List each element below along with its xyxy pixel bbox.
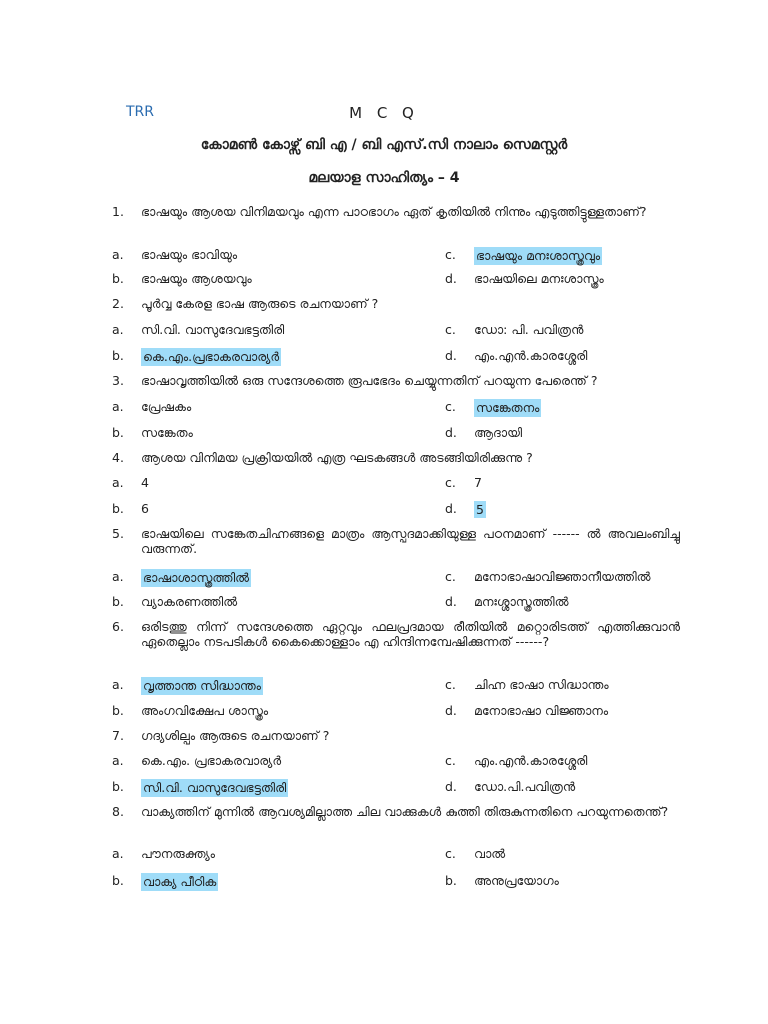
question-text: പൂർവ്വ കേരള ഭാഷ ആരുടെ രചനയാണ് ? xyxy=(141,296,379,311)
question-text: ആശയ വിനിമയ പ്രക്രിയയിൽ എത്ര ഘടകങ്ങൾ അടങ്ങിയിരിക്കുന്നു ? xyxy=(141,450,533,465)
option-text: കെ.എം. പ്രഭാകരവാര്യർ xyxy=(141,753,282,768)
option-text: ചിഹ്ന ഭാഷാ സിദ്ധാന്തം xyxy=(474,677,609,692)
page-heading: M C Q xyxy=(349,104,419,122)
option-letter: c. xyxy=(445,569,456,584)
option-text: ഡോ.പി.പവിത്രൻ xyxy=(474,779,576,794)
option-text: 4 xyxy=(141,475,149,490)
option-letter: c. xyxy=(445,247,456,262)
option-text: പ്രേഷകം xyxy=(141,399,192,414)
option-letter: b. xyxy=(112,271,124,286)
page-title: കോമൺ കോഴ്സ് ബി എ / ബി എസ്.സി നാലാം സെമസ്റ്റർ xyxy=(200,137,568,153)
option-text-highlighted: വൃത്താന്ത സിദ്ധാന്തം xyxy=(143,678,261,693)
question-number: 5. xyxy=(112,526,124,541)
option-text: ഭാഷയും ഭാവിയും xyxy=(141,247,238,262)
question-7 xyxy=(112,728,680,743)
option-letter: a. xyxy=(112,322,124,337)
option-letter: b. xyxy=(112,873,124,888)
option-text: മനോഭാഷാവിജ്ഞാനീയത്തിൽ xyxy=(474,569,651,584)
page-subtitle: മലയാള സാഹിത്യം – 4 xyxy=(308,170,460,186)
question-text: ഭാഷാവൃത്തിയിൽ ഒരു സന്ദേശത്തെ രൂപഭേദം ചെയ്യുന്നതിന് പറയുന്ന പേരെന്ത് ? xyxy=(141,373,598,388)
option-text: സി.വി. വാസുദേവഭട്ടതിരി xyxy=(141,322,285,337)
question-text: ഗദ്യശില്പം ആരുടെ രചനയാണ് ? xyxy=(141,728,330,743)
option-text: 7 xyxy=(474,475,482,490)
option-letter: d. xyxy=(445,271,457,286)
option-text-highlighted: കെ.എം.പ്രഭാകരവാര്യർ xyxy=(143,349,280,364)
option-text: പൗനരുക്ത്യം xyxy=(141,846,215,861)
question-text: വാക്യത്തിന് മുന്നിൽ ആവശ്യമില്ലാത്ത ചില വാക്കുകൾ കുത്തി തിരുകുന്നതിനെ പറയുന്നതെന്ത്? xyxy=(141,804,669,819)
option-letter: b. xyxy=(112,501,124,516)
question-2 xyxy=(112,296,680,311)
question-4 xyxy=(112,450,680,465)
option-text-highlighted: ഭാഷയും മനഃശാസ്ത്രവും xyxy=(476,248,601,263)
question-number: 3. xyxy=(112,373,124,388)
option-letter: d. xyxy=(445,703,457,718)
option-text: ഡോ: പി. പവിത്രൻ xyxy=(474,322,584,337)
option-text: ഭാഷയിലെ മനഃശാസ്ത്രം xyxy=(474,271,604,286)
option-letter: c. xyxy=(445,322,456,337)
option-text-highlighted: സങ്കേതനം xyxy=(476,400,540,415)
option-text: എം.എൻ.കാരശ്ശേരി xyxy=(474,753,588,768)
header-tag: TRR xyxy=(126,104,155,120)
option-text: അംഗവിക്ഷേപ ശാസ്ത്രം xyxy=(141,703,269,718)
option-text: 6 xyxy=(141,501,149,516)
option-letter: b. xyxy=(112,779,124,794)
question-number: 6. xyxy=(112,619,124,634)
option-letter: d. xyxy=(445,501,457,516)
option-text-highlighted: സി.വി. വാസുദേവഭട്ടതിരി xyxy=(143,780,287,795)
option-letter: c. xyxy=(445,846,456,861)
option-letter: d. xyxy=(445,779,457,794)
option-letter: c. xyxy=(445,677,456,692)
option-text: ആദായി xyxy=(474,425,523,440)
option-letter: a. xyxy=(112,846,124,861)
question-1 xyxy=(112,204,680,219)
question-text: ഭാഷയും ആശയ വിനിമയവും എന്ന പാഠഭാഗം ഏത് കൃതിയിൽ നിന്നും എടുത്തിട്ടുള്ളതാണ്? xyxy=(141,204,647,219)
option-letter: a. xyxy=(112,677,124,692)
option-letter: b. xyxy=(112,425,124,440)
question-text: ഭാഷയിലെ സങ്കേതചിഹ്നങ്ങളെ മാത്രം ആസ്പദമാക്കിയുള്ള പഠനമാണ് ------ ൽ അവലംബിച്ചു വരുന്നത്. xyxy=(141,526,680,556)
option-letter: b. xyxy=(112,594,124,609)
option-letter: a. xyxy=(112,569,124,584)
option-text: എം.എൻ.കാരശ്ശേരി xyxy=(474,348,588,363)
option-letter: b. xyxy=(112,703,124,718)
option-text-highlighted: ഭാഷാശാസ്ത്രത്തിൽ xyxy=(143,570,250,585)
question-3 xyxy=(112,373,680,388)
option-text: വ്യാകരണത്തിൽ xyxy=(141,594,238,609)
question-8 xyxy=(112,804,680,819)
question-number: 7. xyxy=(112,728,124,743)
option-text-highlighted: 5 xyxy=(476,502,484,517)
option-letter: a. xyxy=(112,247,124,262)
question-number: 1. xyxy=(112,204,124,219)
option-letter: c. xyxy=(445,753,456,768)
option-letter: c. xyxy=(445,399,456,414)
option-letter: b. xyxy=(445,873,457,888)
option-letter: d. xyxy=(445,348,457,363)
question-number: 4. xyxy=(112,450,124,465)
option-text: അനുപ്രയോഗം xyxy=(474,873,559,888)
option-text: മനോഭാഷാ വിജ്ഞാനം xyxy=(474,703,609,718)
option-letter: c. xyxy=(445,475,456,490)
option-text-highlighted: വാക്യ പീഠിക xyxy=(143,874,217,889)
question-5 xyxy=(112,526,680,556)
option-text: വാൽ xyxy=(474,846,506,861)
option-letter: b. xyxy=(112,348,124,363)
option-text: മനഃശ്ശാസ്ത്രത്തിൽ xyxy=(474,594,569,609)
option-letter: a. xyxy=(112,753,124,768)
question-number: 8. xyxy=(112,804,124,819)
option-letter: d. xyxy=(445,594,457,609)
option-text: ഭാഷയും ആശയവും xyxy=(141,271,252,286)
option-text: സങ്കേതം xyxy=(141,425,193,440)
question-number: 2. xyxy=(112,296,124,311)
option-letter: d. xyxy=(445,425,457,440)
question-6 xyxy=(112,619,680,649)
option-letter: a. xyxy=(112,399,124,414)
option-letter: a. xyxy=(112,475,124,490)
question-text: ഒരിടത്തു നിന്ന് സന്ദേശത്തെ ഏറ്റവും ഫലപ്രദമായ രീതിയിൽ മറ്റൊരിടത്ത് എത്തിക്കുവാൻ ഏതെല്ലാം നടപടികൾ കൈക്കൊള്ളാം എ ഹിന്ദിന്നമ്പേഷിക്കുന്നത് ------? xyxy=(141,619,680,649)
